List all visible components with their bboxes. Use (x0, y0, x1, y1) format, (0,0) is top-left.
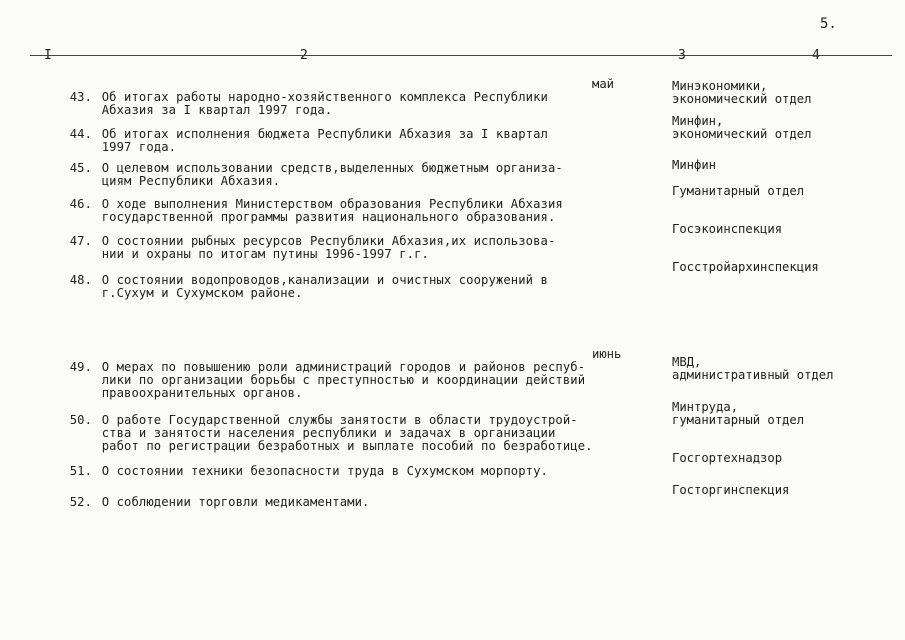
item-number: 44. (69, 127, 93, 141)
column-header-3: 3 (678, 48, 686, 63)
header-rule (30, 55, 892, 56)
item-responsible: Минэкономики, экономический отдел (672, 79, 812, 106)
item-number: 49. (69, 360, 93, 374)
item-text: О работе Государственной службы занятости в области трудоустрой- ства и занятости населения республики и задачах в организации работ по регистрации безработных и выплате пособий по безработице. (101, 413, 593, 453)
column-header-4: 4 (812, 48, 820, 63)
item-responsible: Госторгинспекция (672, 483, 790, 497)
column-header-2: 2 (300, 48, 308, 63)
item-responsible: Минфин, экономический отдел (672, 114, 812, 141)
item-number: 46. (69, 197, 93, 211)
page-number: 5. (820, 16, 837, 32)
item-text: О состоянии водопроводов,канализации и очистных сооружений в г.Сухум и Сухумском районе. (101, 273, 548, 300)
item-responsible: Госгортехнадзор (672, 451, 783, 465)
item-number: 45. (69, 161, 93, 175)
item-term: май (592, 77, 615, 91)
item-text: О мерах по повышению роли администраций городов и районов респуб- лики по организации борьбы с преступностью и координации действий правоохранительных органов. (101, 360, 586, 400)
item-text: О состоянии рыбных ресурсов Республики Абхазия,их использова- нии и охраны по итогам путины 1996-1997 г.г. (101, 234, 556, 261)
item-number: 48. (69, 273, 93, 287)
item-text: Об итогах исполнения бюджета Республики Абхазия за I квартал 1997 года. (101, 127, 548, 154)
list-item (40, 483, 620, 522)
list-item (40, 261, 620, 313)
item-responsible: Гуманитарный отдел (672, 184, 805, 198)
item-number: 50. (69, 413, 93, 427)
item-number: 43. (69, 90, 93, 104)
item-responsible: Госстройархинспекция (672, 260, 819, 274)
item-term: июнь (592, 347, 622, 361)
item-text: О состоянии техники безопасности труда в Сухумском морпорту. (101, 464, 548, 478)
item-responsible: Минфин (672, 158, 717, 172)
item-text: О соблюдении торговли медикаментами. (101, 495, 370, 509)
column-header-1: I (44, 48, 52, 63)
item-responsible: МВД, административный отдел (672, 355, 834, 382)
item-number: 52. (69, 495, 93, 509)
item-text: О целевом использовании средств,выделенных бюджетным организа- циям Республики Абхазия. (101, 161, 563, 188)
item-text: О ходе выполнения Министерством образования Республики Абхазия государственной программы развития национального образования. (101, 197, 563, 224)
item-number: 51. (69, 464, 93, 478)
item-number: 47. (69, 234, 93, 248)
item-responsible: Госэкоинспекция (672, 222, 783, 236)
item-responsible: Минтруда, гуманитарный отдел (672, 400, 805, 427)
item-text: Об итогах работы народно-хозяйственного комплекса Республики Абхазия за I квартал 1997 года. (101, 90, 548, 117)
